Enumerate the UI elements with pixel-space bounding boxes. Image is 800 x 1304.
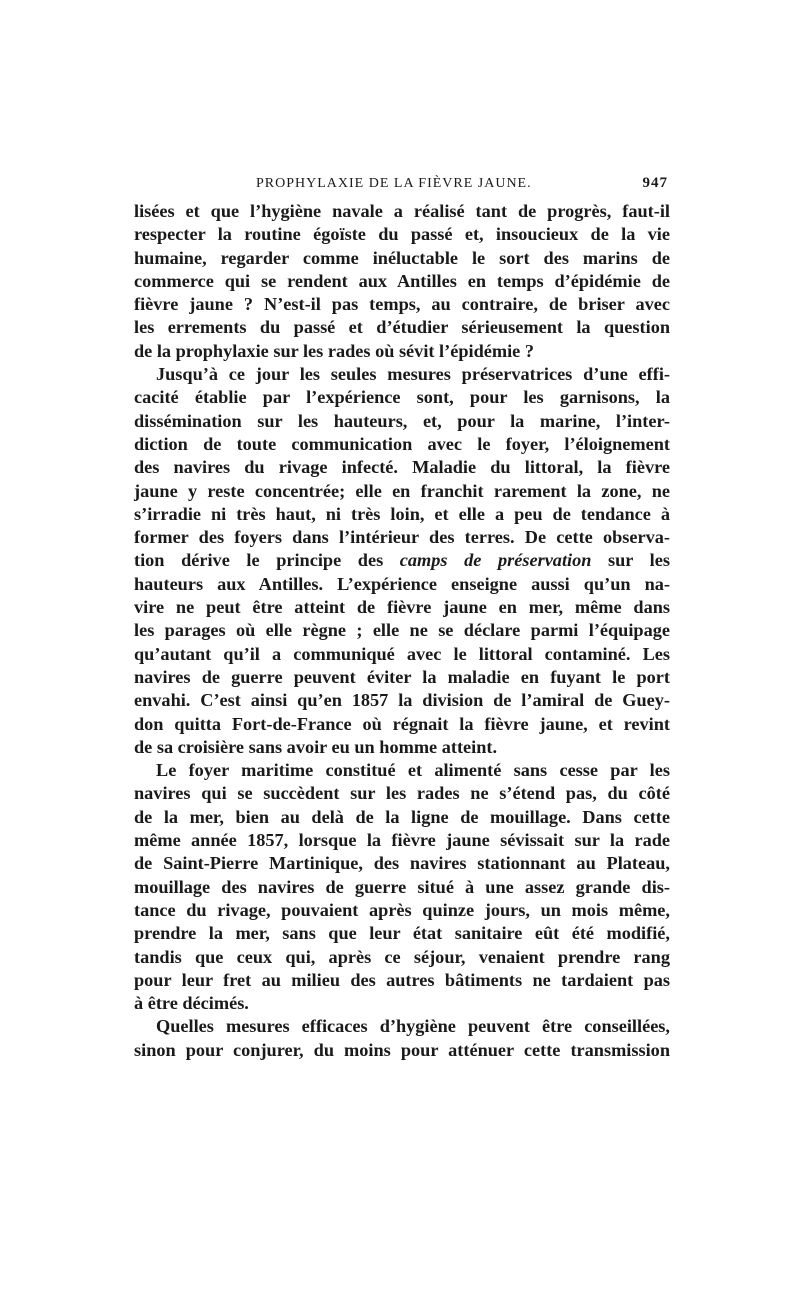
text-line: tandis que ceux qui, après ce séjour, venaient prendre rang [134, 946, 670, 967]
text-line: tance du rivage, pouvaient après quinze jours, un mois même, [134, 899, 670, 920]
italic-phrase: camps de préservation [399, 550, 592, 571]
text-line: lisées et que l’hygiène navale a réalisé tant de progrès, faut-il [134, 201, 670, 221]
text-line: les errements du passé et d’étudier sérieusement la question [134, 317, 670, 338]
text-line: sinon pour conjurer, du moins pour atténuer cette transmission [134, 1039, 670, 1060]
text-line: envahi. C’est ainsi qu’en 1857 la division de l’amiral de Guey- [134, 690, 670, 711]
text-line: diction de toute communication avec le foyer, l’éloignement [134, 433, 670, 454]
text-line: navires de guerre peuvent éviter la maladie en fuyant le port [134, 666, 670, 687]
book-page [134, 170, 670, 1062]
text-line: même année 1857, lorsque la fièvre jaune sévissait sur la rade [134, 830, 670, 851]
text-line: hauteurs aux Antilles. L’expérience enseigne aussi qu’un na- [134, 573, 670, 594]
text-line: respecter la routine égoïste du passé et, insoucieux de la vie [134, 224, 670, 245]
text-line: mouillage des navires de guerre situé à une assez grande dis- [134, 876, 670, 897]
text-line: commerce qui se rendent aux Antilles en temps d’épidémie de [134, 270, 670, 291]
text-line: don quitta Fort-de-France où régnait la fièvre jaune, et revint [134, 713, 670, 734]
body-text [134, 200, 670, 1062]
text-line: pour leur fret au milieu des autres bâtiments ne tardaient pas [134, 969, 670, 990]
text-line: cacité établie par l’expérience sont, pour les garnisons, la [134, 387, 670, 408]
text-line: Le foyer maritime constitué et alimenté sans cesse par les [156, 760, 670, 781]
text-line: Quelles mesures efficaces d’hygiène peuvent être conseillées, [156, 1016, 670, 1037]
text-line: les parages où elle règne ; elle ne se déclare parmi l’équipage [134, 620, 670, 641]
text-line: Jusqu’à ce jour les seules mesures préservatrices d’une effi- [156, 364, 670, 385]
text-line: de la prophylaxie sur les rades où sévit l’épidémie ? [134, 340, 534, 361]
text-line: former des foyers dans l’intérieur des terres. De cette observa- [134, 527, 670, 548]
text-line: de Saint-Pierre Martinique, des navires stationnant au Plateau, [134, 853, 670, 874]
text-line: de la mer, bien au delà de la ligne de mouillage. Dans cette [134, 806, 670, 827]
text-line: tion dérive le principe des camps de préservation sur les [134, 550, 670, 571]
text-line: dissémination sur les hauteurs, et, pour la marine, l’inter- [134, 410, 670, 431]
text-line: de sa croisière sans avoir eu un homme atteint. [134, 736, 498, 757]
page-header [134, 170, 670, 200]
text-line: fièvre jaune ? N’est-il pas temps, au contraire, de briser avec [134, 294, 670, 315]
text-line: des navires du rivage infecté. Maladie du littoral, la fièvre [134, 457, 670, 478]
text-line: qu’autant qu’il a communiqué avec le littoral contaminé. Les [134, 643, 670, 664]
text-line: vire ne peut être atteint de fièvre jaune en mer, même dans [134, 597, 670, 618]
page-number: 947 [642, 175, 668, 191]
running-title: PROPHYLAXIE DE LA FIÈVRE JAUNE. [256, 176, 532, 191]
text-line: s’irradie ni très haut, ni très loin, et elle a peu de tendance à [134, 503, 670, 524]
text-line: prendre la mer, sans que leur état sanitaire eût été modifié, [134, 923, 670, 944]
text-line: navires qui se succèdent sur les rades ne s’étend pas, du côté [134, 783, 670, 804]
text-line: humaine, regarder comme inéluctable le sort des marins de [134, 247, 670, 268]
text-line: jaune y reste concentrée; elle en franchit rarement la zone, ne [134, 480, 670, 501]
text-line: à être décimés. [134, 993, 249, 1014]
